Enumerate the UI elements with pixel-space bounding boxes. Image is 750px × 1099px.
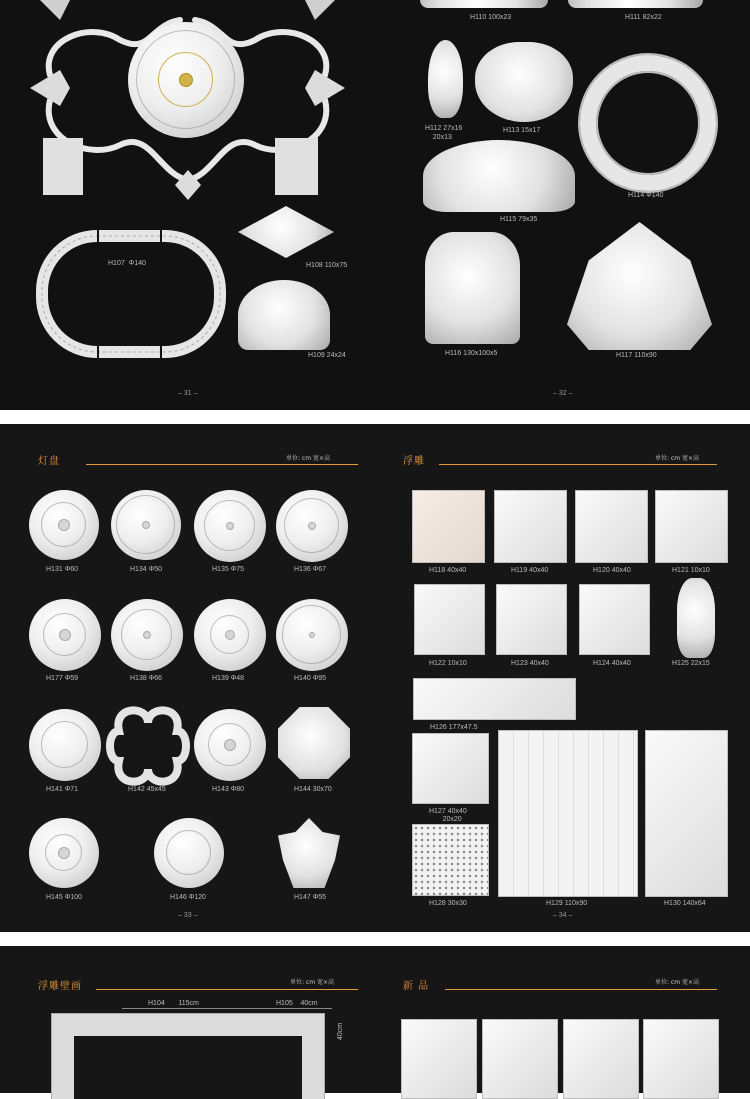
- section-title: 浮雕壁画: [38, 981, 82, 992]
- light-disc-h145: [29, 818, 99, 888]
- new-relief-panel-3: [563, 1019, 639, 1099]
- side-dimension-label: 40cm: [337, 1022, 345, 1041]
- new-relief-panel-1: [401, 1019, 477, 1099]
- item-label: H145 Φ100: [46, 894, 82, 901]
- item-label: H113 15x17: [503, 127, 541, 134]
- acanthus-ornament-h117: [567, 222, 712, 350]
- item-label: H146 Φ120: [170, 894, 206, 901]
- item-label: H135 Φ75: [212, 566, 245, 573]
- catalog-spread-3: [0, 946, 750, 1093]
- item-label: H131 Φ60: [46, 566, 79, 573]
- section-title: 浮雕: [403, 456, 425, 467]
- item-label: H144 30x70: [294, 786, 332, 793]
- item-label: H125 22x15: [672, 660, 710, 667]
- light-disc-h136: [276, 490, 348, 562]
- page-number: – 33 –: [178, 912, 198, 919]
- item-label: H127 40x40 20x20: [429, 808, 467, 823]
- item-label: H124 40x40: [593, 660, 631, 667]
- item-label: H143 Φ80: [212, 786, 245, 793]
- page-35: [0, 946, 375, 1093]
- dimension-label: H105 40cm: [276, 1000, 318, 1007]
- item-label: H129 110x90: [546, 900, 588, 907]
- light-disc-h177: [29, 599, 101, 671]
- item-label: H112 27x16 20x13: [425, 125, 463, 141]
- light-disc-h143: [194, 709, 266, 781]
- page-33: [0, 424, 375, 932]
- item-label: H115 79x35: [500, 216, 538, 223]
- page-36: [375, 946, 750, 1093]
- relief-ornament-h125: [677, 578, 715, 658]
- page-number: – 31 –: [178, 390, 198, 397]
- new-relief-panel-2: [482, 1019, 558, 1099]
- title-rule: [86, 464, 358, 465]
- light-disc-h141: [29, 709, 101, 781]
- light-disc-h140: [276, 599, 348, 671]
- frieze-h111: [568, 0, 703, 8]
- relief-frame-h104-h105: [52, 1014, 324, 1099]
- item-label: H134 Φ50: [130, 566, 163, 573]
- relief-panel-h130: [645, 730, 728, 897]
- light-disc-h138: [111, 599, 183, 671]
- section-title: 灯盘: [38, 456, 60, 467]
- item-label: H117 110x90: [616, 352, 657, 359]
- frieze-h110: [420, 0, 548, 8]
- item-label: H141 Φ71: [46, 786, 79, 793]
- item-label: H130 140x64: [664, 900, 706, 907]
- relief-panel-h126: [413, 678, 576, 720]
- shell-ornament-h113: [475, 42, 573, 122]
- unit-note: 单位: cm 宽×高: [290, 979, 335, 986]
- light-disc-h135: [194, 490, 266, 562]
- relief-tile-h121: [655, 490, 728, 563]
- item-label: H120 40x40: [593, 567, 631, 574]
- item-label: H114 Φ140: [628, 192, 664, 199]
- octagon-panel-h144: [278, 707, 350, 779]
- relief-tile-h127: [412, 733, 489, 804]
- catalog-spread-1: [0, 0, 750, 410]
- page-31: [0, 0, 375, 410]
- item-label: H118 40x40: [429, 567, 467, 574]
- item-label: H139 Φ48: [212, 675, 245, 682]
- relief-tile-h122: [414, 584, 485, 655]
- relief-tile-h119: [494, 490, 567, 563]
- item-label: H147 Φ55: [294, 894, 327, 901]
- dimension-line: [122, 1008, 332, 1009]
- quatrefoil-frame-h142: [111, 709, 185, 783]
- page-number: – 34 –: [553, 912, 573, 919]
- unit-note: 单位: cm 宽×高: [655, 979, 700, 986]
- light-disc-h146: [154, 818, 224, 888]
- item-label: H138 Φ66: [130, 675, 163, 682]
- oval-frame-h107: [36, 230, 226, 360]
- item-label: H142 45x45: [128, 786, 166, 793]
- relief-panel-h129: [498, 730, 638, 897]
- catalog-spread-2: [0, 424, 750, 932]
- light-disc-h139: [194, 599, 266, 671]
- title-rule: [439, 464, 717, 465]
- leaf-ornament-h112: [428, 40, 463, 118]
- relief-tile-h123: [496, 584, 567, 655]
- item-label: H128 30x30: [429, 900, 467, 907]
- item-label: H107 Φ140: [108, 260, 146, 267]
- pediment-ornament-h115: [423, 140, 575, 212]
- relief-tile-h124: [579, 584, 650, 655]
- ring-frame-h114: [580, 55, 716, 191]
- title-rule: [96, 989, 358, 990]
- title-rule: [445, 989, 717, 990]
- item-label: H116 130x100x5: [445, 350, 498, 357]
- corner-ornament-h109: [238, 280, 330, 350]
- page-32: [375, 0, 750, 410]
- item-label: H108 110x75: [306, 262, 348, 269]
- relief-tile-h120: [575, 490, 648, 563]
- section-title: 新 品: [403, 981, 430, 992]
- item-label: H109 24x24: [308, 352, 346, 359]
- item-label: H122 10x10: [429, 660, 467, 667]
- dimension-label: H104 115cm: [148, 1000, 199, 1007]
- page-34: [375, 424, 750, 932]
- item-label: H121 10x10: [672, 567, 710, 574]
- item-label: H136 Φ67: [294, 566, 327, 573]
- item-label: H177 Φ59: [46, 675, 79, 682]
- item-label: H123 40x40: [511, 660, 549, 667]
- unit-note: 单位: cm 宽×高: [655, 455, 700, 462]
- item-label: H140 Φ95: [294, 675, 327, 682]
- item-label: H119 40x40: [511, 567, 549, 574]
- unit-note: 单位: cm 宽×高: [286, 455, 331, 462]
- page-number: – 32 –: [553, 390, 573, 397]
- perforated-panel-h128: [412, 824, 489, 896]
- light-disc-h134: [111, 490, 181, 560]
- relief-tile-h118: [412, 490, 485, 563]
- item-label: H110 100x23: [470, 14, 512, 21]
- item-label: H111 82x22: [625, 14, 662, 21]
- relief-panel-h116: [425, 232, 520, 344]
- ceiling-medallion: [128, 22, 244, 138]
- lotus-disc-h147: [278, 818, 340, 888]
- new-relief-panel-4: [643, 1019, 719, 1099]
- light-disc-h131: [29, 490, 99, 560]
- item-label: H126 177x47.5: [430, 724, 478, 731]
